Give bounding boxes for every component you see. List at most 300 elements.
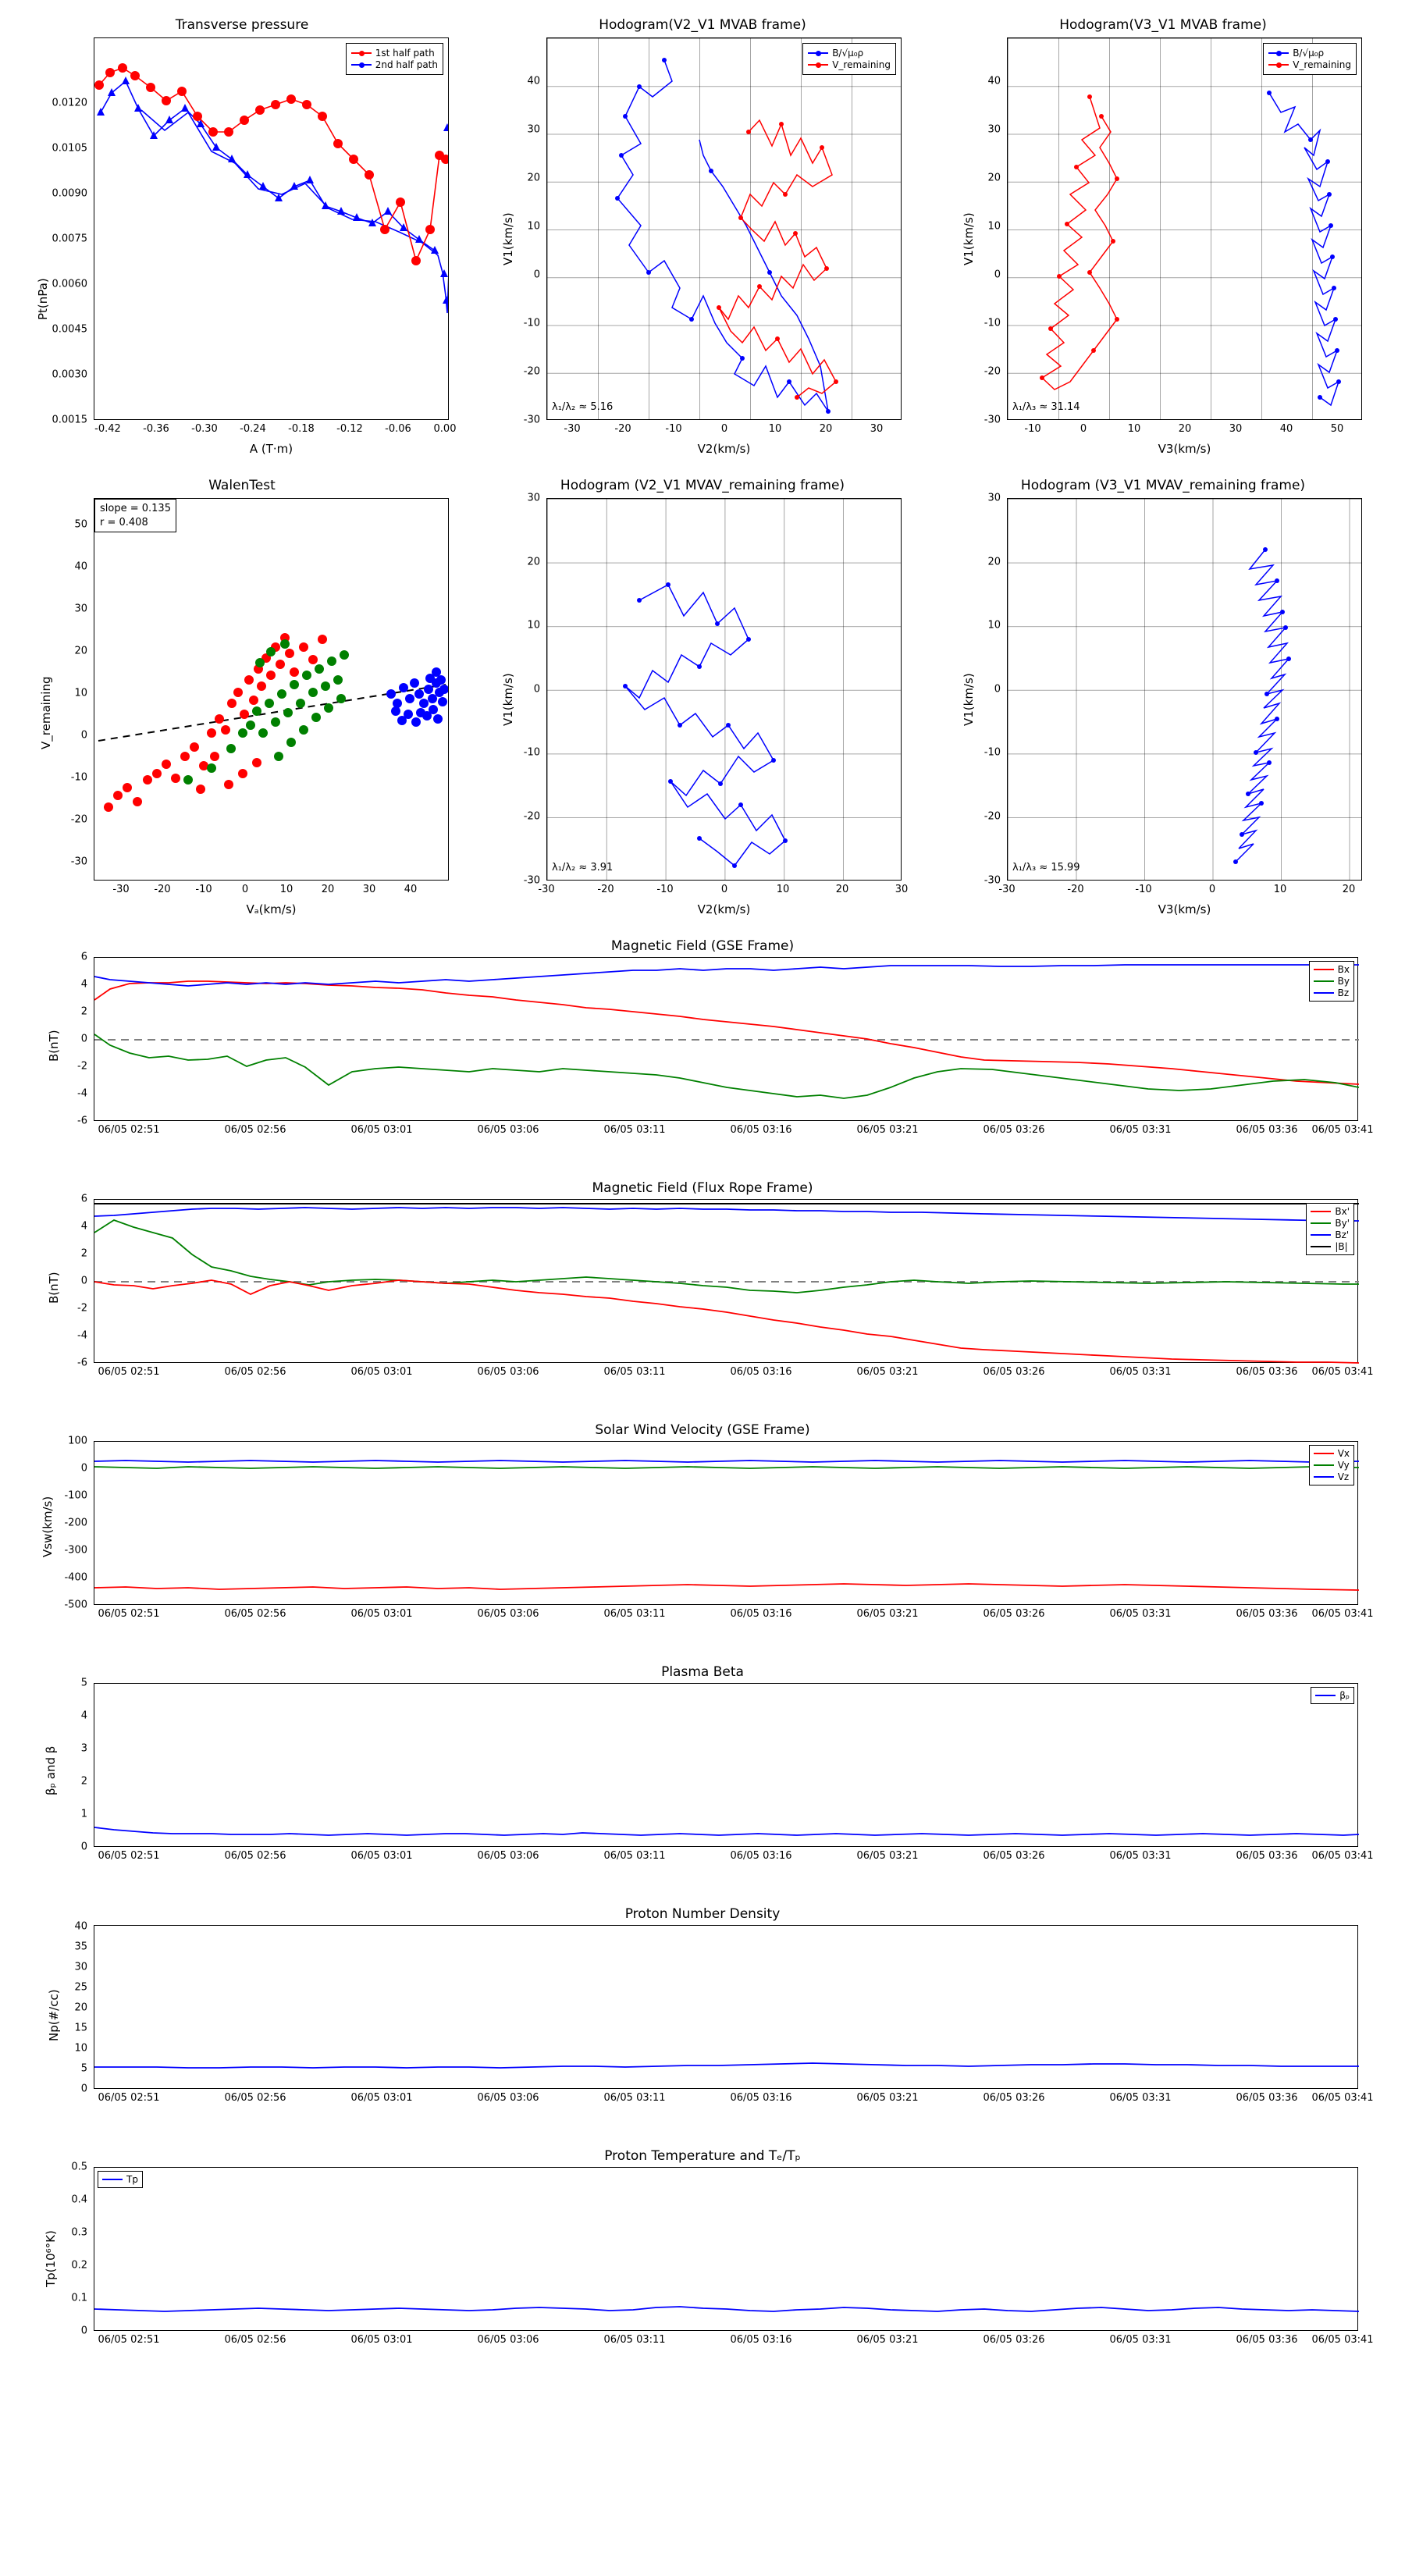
y-tick: 30 (987, 123, 1001, 136)
legend-row (808, 48, 891, 59)
x-tick: 06/05 03:01 (350, 1608, 413, 1620)
x-tick: 06/05 03:16 (730, 2092, 792, 2104)
x-tick: 50 (1330, 423, 1344, 435)
y-tick: -10 (984, 746, 1001, 759)
x-tick: -10 (1135, 884, 1152, 895)
y-tick: 25 (74, 1981, 87, 1994)
x-tick: 06/05 03:36 (1236, 1850, 1298, 1862)
plot-area-hodogram-v2v1-mvav (546, 498, 902, 881)
legend-label: 1st half path (375, 48, 435, 59)
legend-magnetic-field-gse (1309, 961, 1354, 1002)
legend-swatch-icon (1314, 1453, 1334, 1454)
x-tick: 06/05 03:41 (1311, 2092, 1374, 2104)
x-axis-label: A (T·m) (249, 442, 293, 456)
legend-hodogram-v2v1-mvab (802, 43, 896, 75)
x-tick: 06/05 03:31 (1109, 1366, 1172, 1378)
y-axis-label: V_remaining (39, 676, 53, 749)
legend-label: Vx (1337, 1448, 1350, 1459)
y-tick: 6 (80, 951, 87, 963)
legend-label: Tp (126, 2174, 138, 2185)
panel-proton-temperature (16, 2147, 1389, 2381)
legend-row (1311, 1241, 1350, 1252)
panel-transverse-pressure (16, 8, 468, 456)
y-tick: 100 (68, 1435, 87, 1447)
y-tick: 30 (74, 603, 87, 615)
legend-label: B/√μ₀ρ (1293, 48, 1325, 59)
panel-walen-test (16, 468, 468, 916)
plasma-beta-data (94, 1684, 1359, 1848)
legend-row (1314, 976, 1350, 987)
x-tick: -0.06 (385, 423, 411, 435)
magnetic-field-gse-data (94, 958, 1359, 1122)
legend-swatch-icon (808, 64, 828, 66)
x-tick: 06/05 03:06 (477, 2092, 539, 2104)
y-tick: -100 (64, 1489, 87, 1502)
x-tick: -20 (154, 884, 171, 895)
y-tick: 4 (80, 1710, 87, 1722)
legend-row (1314, 964, 1350, 975)
panel-title: Transverse pressure (175, 17, 309, 33)
x-tick: -0.30 (191, 423, 218, 435)
walen-fit-annotation (94, 499, 176, 532)
y-tick: -20 (523, 810, 540, 823)
legend-swatch-icon (351, 64, 372, 66)
x-tick: 06/05 03:11 (603, 1124, 666, 1136)
x-tick: -10 (1024, 423, 1041, 435)
legend-swatch-icon (1311, 1246, 1331, 1247)
panel-title: Magnetic Field (GSE Frame) (610, 938, 795, 954)
legend-plasma-beta (1311, 1687, 1354, 1704)
legend-swatch-icon (1311, 1211, 1331, 1212)
legend-row (102, 2174, 138, 2185)
y-tick: 0 (994, 269, 1001, 281)
x-tick: 06/05 03:11 (603, 2334, 666, 2346)
legend-label: V_remaining (1293, 59, 1351, 70)
legend-row (351, 59, 438, 70)
red-circle-markers (94, 63, 449, 265)
y-tick: 0.3 (71, 2226, 87, 2239)
y-tick: 0.0030 (52, 368, 87, 381)
panel-title: Hodogram (V2_V1 MVAV_remaining frame) (560, 478, 845, 493)
walen-test-data (94, 499, 449, 881)
x-tick: 06/05 03:06 (477, 1608, 539, 1620)
legend-swatch-icon (1314, 969, 1334, 970)
x-tick: 40 (1279, 423, 1293, 435)
legend-hodogram-v3v1-mvab (1263, 43, 1357, 75)
y-tick: 30 (527, 123, 540, 136)
x-tick: 06/05 02:51 (98, 1608, 160, 1620)
hodogram-v2v1-mvav-data (547, 499, 902, 881)
y-axis-label: Vsw(km/s) (41, 1496, 55, 1557)
x-tick: 06/05 02:56 (224, 1366, 286, 1378)
x-tick: -20 (1067, 884, 1084, 895)
y-tick: 2 (80, 1005, 87, 1018)
x-tick: 06/05 03:36 (1236, 1366, 1298, 1378)
legend-label: V_remaining (832, 59, 891, 70)
x-tick: 20 (835, 884, 849, 895)
x-tick: 06/05 03:31 (1109, 1124, 1172, 1136)
x-tick: 06/05 03:16 (730, 1124, 792, 1136)
legend-row (808, 59, 891, 70)
x-tick: 10 (1127, 423, 1141, 435)
plot-area-magnetic-field-gse (94, 957, 1358, 1121)
x-tick: 06/05 03:41 (1311, 2334, 1374, 2346)
y-tick: -30 (523, 874, 540, 887)
x-tick: -0.36 (143, 423, 169, 435)
y-tick: -500 (64, 1599, 87, 1611)
legend-row (1311, 1206, 1350, 1217)
x-tick: 0 (720, 423, 728, 435)
legend-label: By' (1335, 1218, 1350, 1229)
y-tick: 0 (80, 1841, 87, 1853)
x-tick: 20 (1178, 423, 1192, 435)
x-tick: 06/05 03:11 (603, 1366, 666, 1378)
y-axis-label: βₚ and β (44, 1745, 58, 1795)
x-tick: -20 (597, 884, 614, 895)
legend-label: Bx' (1335, 1206, 1350, 1217)
x-tick: 06/05 02:51 (98, 1850, 160, 1862)
y-tick: -20 (984, 365, 1001, 378)
legend-label: |B| (1335, 1241, 1348, 1252)
x-tick: 06/05 03:11 (603, 1850, 666, 1862)
correlation-value: r = 0.408 (100, 516, 148, 528)
y-tick: 20 (527, 172, 540, 184)
panel-title: Plasma Beta (661, 1664, 744, 1680)
x-tick: 06/05 02:51 (98, 2092, 160, 2104)
x-tick: 06/05 03:36 (1236, 2334, 1298, 2346)
y-tick: 0.0105 (52, 142, 87, 155)
legend-label: Vz (1337, 1471, 1350, 1482)
plot-area-hodogram-v2v1-mvab (546, 37, 902, 420)
y-tick: 6 (80, 1193, 87, 1205)
x-tick: 06/05 03:26 (983, 1850, 1045, 1862)
panel-title: Proton Number Density (624, 1906, 781, 1922)
y-tick: 0.0090 (52, 187, 87, 200)
x-tick: 06/05 03:01 (350, 2092, 413, 2104)
y-tick: 4 (80, 1220, 87, 1233)
y-tick: -6 (77, 1357, 87, 1369)
plot-area-plasma-beta (94, 1683, 1358, 1847)
legend-label: 2nd half path (375, 59, 438, 70)
x-tick: 30 (362, 884, 376, 895)
magnetic-field-flux-rope-data (94, 1200, 1359, 1364)
x-tick: -0.24 (240, 423, 266, 435)
panel-magnetic-field-gse (16, 937, 1389, 1163)
y-tick: 0.0045 (52, 323, 87, 336)
y-tick: 0 (80, 1033, 87, 1045)
x-tick: 0 (720, 884, 728, 895)
legend-label: βₚ (1339, 1690, 1350, 1701)
y-tick: 0 (80, 1275, 87, 1287)
legend-row (1314, 1471, 1350, 1482)
y-tick: 20 (987, 172, 1001, 184)
x-tick: 06/05 03:31 (1109, 1850, 1172, 1862)
legend-row (1311, 1229, 1350, 1240)
y-axis-label: V1(km/s) (501, 673, 515, 726)
x-tick: 20 (819, 423, 833, 435)
x-tick: 06/05 02:56 (224, 2334, 286, 2346)
legend-transverse-pressure (346, 43, 443, 75)
y-tick: -4 (77, 1087, 87, 1100)
y-tick: 15 (74, 2022, 87, 2034)
x-tick: 06/05 02:51 (98, 1366, 160, 1378)
x-tick: 06/05 03:26 (983, 2334, 1045, 2346)
x-tick: 06/05 03:16 (730, 1608, 792, 1620)
plot-area-hodogram-v3v1-mvab (1007, 37, 1362, 420)
x-tick: 06/05 03:21 (856, 2334, 919, 2346)
y-tick: 0 (80, 729, 87, 742)
legend-row (1268, 59, 1351, 70)
y-tick: 0.0060 (52, 278, 87, 290)
y-tick: 5 (80, 1677, 87, 1689)
y-tick: -300 (64, 1544, 87, 1557)
y-tick: 10 (74, 2042, 87, 2055)
y-tick: 0 (80, 2325, 87, 2337)
y-tick: 50 (74, 518, 87, 531)
hodogram-v3v1-mvav-data (1008, 499, 1362, 881)
y-tick: -10 (70, 771, 87, 784)
y-tick: 4 (80, 978, 87, 991)
x-tick: 06/05 03:06 (477, 1124, 539, 1136)
panel-title: Magnetic Field (Flux Rope Frame) (592, 1180, 813, 1196)
x-tick: 30 (895, 884, 909, 895)
y-tick: 20 (74, 2001, 87, 2014)
x-tick: 06/05 03:31 (1109, 2334, 1172, 2346)
y-tick: 10 (527, 220, 540, 233)
x-tick: -0.12 (336, 423, 363, 435)
x-tick: 06/05 03:21 (856, 2092, 919, 2104)
x-tick: 06/05 03:21 (856, 1850, 919, 1862)
x-tick: 06/05 03:01 (350, 2334, 413, 2346)
x-tick: -30 (998, 884, 1016, 895)
y-tick: -30 (70, 856, 87, 868)
eigenvalue-ratio-annotation: λ₁/λ₃ ≈ 15.99 (1012, 862, 1080, 873)
legend-label: B/√μ₀ρ (832, 48, 864, 59)
x-tick: -30 (564, 423, 581, 435)
y-tick: 10 (987, 619, 1001, 632)
y-tick: 0.0015 (52, 414, 87, 426)
legend-label: Vy (1337, 1460, 1350, 1471)
legend-label: Bx (1337, 964, 1350, 975)
legend-swatch-icon (1315, 1695, 1336, 1696)
y-tick: -6 (77, 1115, 87, 1127)
legend-swatch-icon (1314, 980, 1334, 982)
legend-proton-temperature (98, 2171, 143, 2188)
legend-swatch-icon (1311, 1234, 1331, 1236)
y-axis-label: B(nT) (47, 1272, 61, 1304)
x-tick: 06/05 03:26 (983, 1608, 1045, 1620)
x-tick: 30 (870, 423, 884, 435)
y-axis-label: V1(km/s) (501, 212, 515, 265)
y-tick: -20 (984, 810, 1001, 823)
y-tick: -20 (523, 365, 540, 378)
x-tick: 06/05 02:56 (224, 1850, 286, 1862)
x-tick: 06/05 03:31 (1109, 1608, 1172, 1620)
y-tick: -10 (523, 746, 540, 759)
y-tick: 0 (533, 683, 540, 696)
y-tick: 10 (527, 619, 540, 632)
legend-swatch-icon (1268, 64, 1289, 66)
y-tick: 0.5 (71, 2161, 87, 2173)
x-tick: 06/05 02:51 (98, 2334, 160, 2346)
x-tick: 06/05 03:16 (730, 2334, 792, 2346)
x-tick: 20 (1342, 884, 1356, 895)
x-tick: 06/05 03:31 (1109, 2092, 1172, 2104)
x-tick: 06/05 03:26 (983, 2092, 1045, 2104)
x-tick: -0.18 (288, 423, 315, 435)
x-tick: 06/05 03:06 (477, 1850, 539, 1862)
y-axis-label: Np(#/cc) (47, 1989, 61, 2041)
x-tick: 06/05 02:56 (224, 2092, 286, 2104)
y-tick: 30 (74, 1961, 87, 1973)
y-tick: 10 (987, 220, 1001, 233)
y-tick: -10 (523, 317, 540, 329)
eigenvalue-ratio-annotation: λ₁/λ₃ ≈ 31.14 (1012, 401, 1080, 413)
x-tick: 10 (279, 884, 293, 895)
legend-label: Bz (1337, 987, 1350, 998)
x-tick: 06/05 03:01 (350, 1850, 413, 1862)
eigenvalue-ratio-annotation: λ₁/λ₂ ≈ 3.91 (552, 862, 614, 873)
y-axis-label: V1(km/s) (962, 212, 976, 265)
x-tick: 0 (241, 884, 249, 895)
x-tick: 06/05 03:21 (856, 1366, 919, 1378)
x-tick: 06/05 03:36 (1236, 1608, 1298, 1620)
y-tick: 0.4 (71, 2194, 87, 2206)
x-tick: 20 (321, 884, 335, 895)
legend-magnetic-field-flux-rope (1306, 1203, 1354, 1255)
y-tick: 2 (80, 1247, 87, 1260)
proton-temperature-data (94, 2168, 1359, 2332)
slope-value: slope = 0.135 (100, 503, 171, 514)
y-tick: 40 (74, 560, 87, 573)
y-tick: 0 (80, 2083, 87, 2095)
y-tick: 0.0120 (52, 97, 87, 109)
panel-hodogram-v2v1-mvab (476, 8, 929, 456)
x-tick: 06/05 03:41 (1311, 1124, 1374, 1136)
y-tick: 40 (74, 1920, 87, 1933)
y-tick: 0.0075 (52, 233, 87, 245)
x-tick: 06/05 03:36 (1236, 2092, 1298, 2104)
panel-solar-wind-velocity-gse (16, 1421, 1389, 1647)
y-tick: 20 (987, 556, 1001, 568)
y-tick: 2 (80, 1775, 87, 1788)
x-tick: -20 (614, 423, 631, 435)
y-tick: 0 (533, 269, 540, 281)
y-tick: 20 (74, 645, 87, 657)
x-tick: 10 (768, 423, 782, 435)
y-tick: -2 (77, 1302, 87, 1315)
panel-plasma-beta (16, 1663, 1389, 1889)
x-tick: 10 (1273, 884, 1287, 895)
x-tick: -10 (656, 884, 674, 895)
panel-proton-number-density (16, 1905, 1389, 2131)
legend-row (1314, 1448, 1350, 1459)
x-axis-label: V3(km/s) (1158, 442, 1211, 456)
blue-scatter-points (386, 667, 449, 727)
legend-swatch-icon (808, 52, 828, 54)
x-tick: 06/05 03:26 (983, 1366, 1045, 1378)
x-tick: -10 (665, 423, 682, 435)
y-axis-label: Pt(nPa) (36, 278, 50, 320)
blue-triangle-markers (97, 76, 449, 304)
y-tick: 30 (527, 492, 540, 504)
y-axis-label: B(nT) (47, 1030, 61, 1062)
legend-row (1315, 1690, 1350, 1701)
panel-hodogram-v2v1-mvav (476, 468, 929, 916)
plot-area-walen-test (94, 498, 449, 881)
hodogram-v2v1-mvab-data (547, 38, 902, 420)
x-tick: 0.00 (433, 423, 457, 435)
x-axis-label: V2(km/s) (697, 902, 751, 916)
y-tick: 30 (987, 492, 1001, 504)
plot-area-magnetic-field-flux-rope (94, 1199, 1358, 1363)
plot-area-proton-number-density (94, 1925, 1358, 2089)
legend-row (1268, 48, 1351, 59)
legend-row (351, 48, 438, 59)
y-tick: 0.1 (71, 2292, 87, 2304)
legend-row (1314, 987, 1350, 998)
x-tick: 40 (404, 884, 418, 895)
legend-row (1314, 1460, 1350, 1471)
y-tick: 3 (80, 1742, 87, 1755)
y-tick: 20 (527, 556, 540, 568)
legend-swatch-icon (1311, 1222, 1331, 1224)
y-tick: -20 (70, 813, 87, 826)
x-axis-label: V3(km/s) (1158, 902, 1211, 916)
x-tick: -0.42 (94, 423, 121, 435)
x-tick: -30 (112, 884, 130, 895)
x-tick: 0 (1080, 423, 1087, 435)
y-tick: 5 (80, 2062, 87, 2075)
panel-magnetic-field-flux-rope (16, 1179, 1389, 1405)
y-tick: 0.2 (71, 2259, 87, 2272)
plot-area-solar-wind-velocity-gse (94, 1441, 1358, 1605)
x-tick: 06/05 03:11 (603, 1608, 666, 1620)
panel-title: Hodogram (V3_V1 MVAV_remaining frame) (1020, 478, 1306, 493)
legend-swatch-icon (351, 52, 372, 54)
x-tick: 06/05 03:21 (856, 1608, 919, 1620)
x-tick: 06/05 02:56 (224, 1608, 286, 1620)
y-tick: -30 (984, 874, 1001, 887)
legend-swatch-icon (1314, 1476, 1334, 1478)
x-tick: 06/05 03:41 (1311, 1850, 1374, 1862)
legend-row (1311, 1218, 1350, 1229)
plot-area-transverse-pressure (94, 37, 449, 420)
solar-wind-velocity-gse-data (94, 1442, 1359, 1606)
hodogram-v3v1-mvab-data (1008, 38, 1362, 420)
y-tick: -10 (984, 317, 1001, 329)
y-tick: 35 (74, 1941, 87, 1953)
x-tick: 06/05 03:01 (350, 1124, 413, 1136)
x-tick: 06/05 02:56 (224, 1124, 286, 1136)
x-tick: 0 (1208, 884, 1216, 895)
eigenvalue-ratio-annotation: λ₁/λ₂ ≈ 5.16 (552, 401, 614, 413)
x-tick: 06/05 02:51 (98, 1124, 160, 1136)
x-tick: 06/05 03:21 (856, 1124, 919, 1136)
plot-area-hodogram-v3v1-mvav (1007, 498, 1362, 881)
y-axis-label: V1(km/s) (962, 673, 976, 726)
y-tick: -400 (64, 1571, 87, 1584)
panel-title: Hodogram(V2_V1 MVAB frame) (599, 17, 806, 33)
y-tick: -200 (64, 1517, 87, 1529)
y-tick: 10 (74, 687, 87, 699)
x-tick: 06/05 03:36 (1236, 1124, 1298, 1136)
legend-solar-wind-velocity-gse (1309, 1445, 1354, 1485)
x-tick: -30 (538, 884, 555, 895)
x-tick: -10 (195, 884, 212, 895)
panel-title: Solar Wind Velocity (GSE Frame) (595, 1422, 810, 1438)
x-tick: 10 (776, 884, 790, 895)
